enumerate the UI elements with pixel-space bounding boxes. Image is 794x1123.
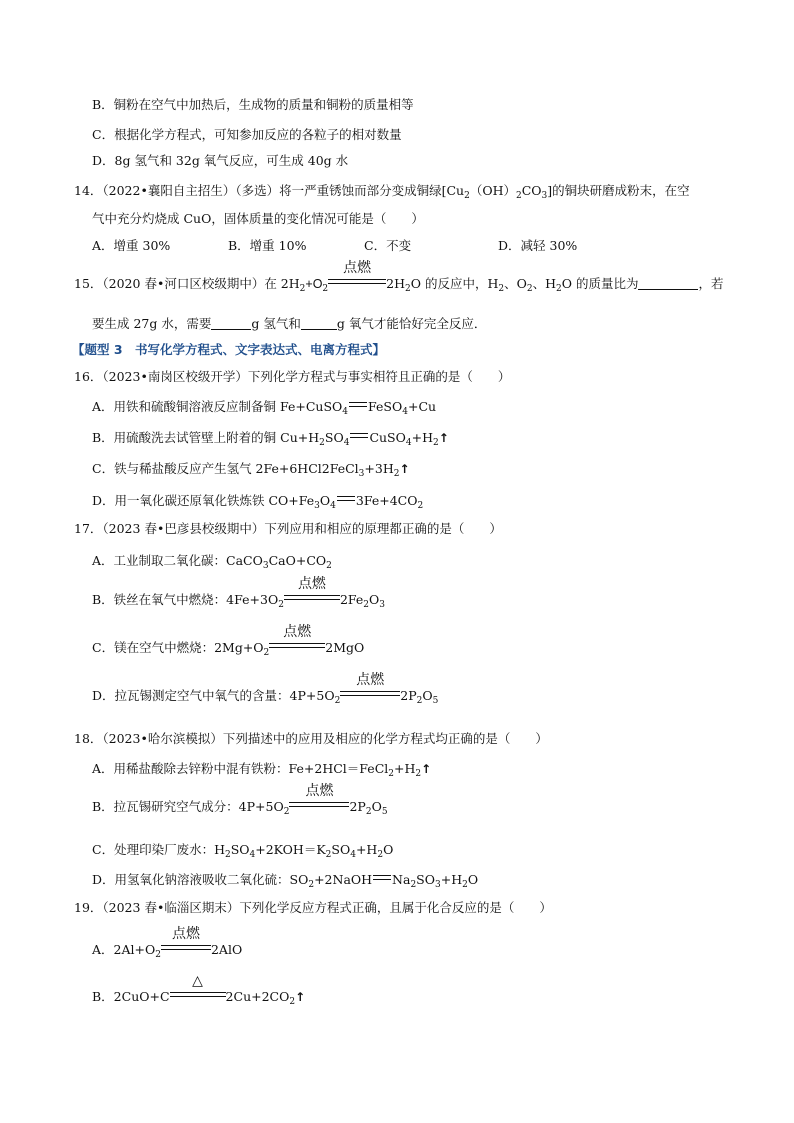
q19-text: B．2CuO+C	[92, 989, 170, 1004]
q13-option-d: D．8g 氢气和 32g 氧气反应，可生成 40g 水	[92, 153, 349, 168]
q14-text: CO	[521, 183, 542, 198]
q19-option-b	[92, 973, 306, 1007]
sub: 2	[326, 561, 332, 571]
sub: 2	[155, 950, 161, 960]
q16-text: SO	[324, 430, 344, 445]
q16-option-c	[92, 461, 410, 477]
sub: 3	[314, 501, 320, 511]
gas-arrow-icon: ↑	[438, 431, 449, 445]
sub: 5	[381, 807, 388, 817]
sub: 2	[263, 648, 270, 658]
q17-text: CaO+CO	[268, 553, 327, 568]
q16-stem: 16．（2023•南岗区校级开学）下列化学方程式与事实相符且正确的是（ ）	[74, 369, 511, 384]
q18-option-a	[92, 761, 431, 777]
q14-text: 14．（2022•襄阳自主招生）（多选）将一严重锈蚀而部分变成铜绿[Cu	[74, 183, 465, 198]
q15-text: 要生成 27g 水，需要	[92, 316, 212, 331]
sub: 3	[541, 191, 548, 201]
sub: 2	[498, 284, 505, 294]
sub: 3	[262, 561, 269, 571]
q17-text: O	[369, 592, 380, 607]
reaction-condition	[340, 672, 400, 704]
q16-text: +3H	[364, 461, 394, 476]
q18-option-d	[92, 872, 478, 888]
reaction-condition	[170, 973, 226, 1005]
sub: 4	[342, 407, 349, 417]
sub: 2	[224, 850, 231, 860]
sub: 3	[379, 600, 385, 610]
reaction-condition	[284, 576, 340, 608]
q15-text: 、H	[532, 276, 556, 291]
reaction-condition	[161, 926, 211, 958]
q15-stem-line1: 15．（2020 春•河口区校级期中）在 $2H_2+O_2$ 点燃 $2H_2O$ 的反应中，$H_2$、$O_2$、$H_2O$ 的质量比为 ，若	[74, 260, 724, 294]
sub: 2	[416, 696, 423, 706]
reaction-condition	[289, 783, 349, 815]
q18-text: SO	[416, 872, 435, 887]
q16-text: +Cu	[407, 399, 437, 414]
q15-text: ，若	[698, 276, 724, 291]
sub: 2	[308, 880, 315, 890]
q19-text: A．2Al+O	[92, 942, 156, 957]
gas-arrow-icon: ↑	[295, 990, 306, 1004]
sub: 2	[388, 769, 394, 779]
sub: 2	[556, 284, 562, 294]
q16-text: B．用硫酸洗去试管壁上附着的铜 Cu+H	[92, 430, 320, 445]
condition-label: 点燃	[283, 624, 312, 640]
sub: 2	[393, 469, 400, 479]
q18-text: SO	[331, 842, 351, 857]
sub: 2	[462, 880, 468, 890]
sub: 2	[322, 284, 329, 294]
q14-option-d: D．减轻 30%	[498, 238, 578, 253]
heat-triangle-icon: △	[192, 973, 203, 989]
sub: 5	[432, 696, 439, 706]
sub: 4	[343, 438, 350, 448]
gas-arrow-icon: ↑	[421, 762, 432, 776]
q16-text: +H	[411, 430, 433, 445]
q15-text: O 的质量比为	[561, 276, 639, 291]
q17-option-c	[92, 624, 365, 658]
sub: 2	[415, 769, 422, 779]
q16-text: CuSO	[369, 430, 406, 445]
sub: 2	[325, 850, 332, 860]
q14-option-a: A．增重 30%	[92, 238, 171, 253]
sub: 2	[515, 191, 522, 201]
reaction-condition	[328, 260, 386, 292]
q15-text: 、O	[504, 276, 527, 291]
sub: 2	[405, 284, 411, 294]
q17-option-a	[92, 553, 332, 569]
q18-text: O	[467, 872, 479, 887]
q19-text: 2AlO	[210, 942, 243, 957]
sub: 4	[402, 407, 408, 417]
sub: 2	[334, 696, 341, 706]
sub: 2	[432, 438, 439, 448]
q17-text: A．工业制取二氧化碳：CaCO	[92, 553, 263, 568]
q14-text: ]的铜块研磨成粉末，在空	[547, 183, 690, 198]
q18-text: D．用氢氧化钠溶液吸收二氧化硫：SO	[92, 872, 309, 887]
q16-option-b	[92, 430, 449, 446]
q17-option-d	[92, 672, 439, 706]
q16-text: 3Fe+4CO	[355, 493, 418, 508]
condition-label: 点燃	[305, 783, 334, 799]
condition-label: 点燃	[297, 576, 326, 592]
q15-stem-line2	[92, 316, 486, 332]
q19-option-a	[92, 926, 243, 960]
q15-text: O 的反应中，H	[410, 276, 499, 291]
q18-text: O	[371, 799, 382, 814]
q19-stem: 19．（2023 春•临淄区期末）下列化学反应方程式正确，且属于化合反应的是（ ）	[74, 900, 552, 915]
sub: 2	[417, 501, 424, 511]
q17-text: 2P	[400, 688, 417, 703]
sub: 2	[410, 880, 417, 890]
q14-option-c: C．不变	[364, 238, 412, 253]
q17-text: 2MgO	[325, 640, 365, 655]
q17-stem: 17．（2023 春•巴彦县校级期中）下列应用和相应的原理都正确的是（ ）	[74, 521, 502, 536]
condition-label: 点燃	[343, 260, 372, 276]
q17-text: C．镁在空气中燃烧：2Mg+O	[92, 640, 264, 655]
sub: 2	[278, 600, 284, 610]
sub: 2	[526, 284, 533, 294]
q13-option-b: B．铜粉在空气中加热后，生成物的质量和铜粉的质量相等	[92, 97, 414, 112]
q18-option-c	[92, 842, 393, 858]
sub: 2	[283, 807, 290, 817]
q18-text: C．处理印染厂废水：H	[92, 842, 225, 857]
sub: 2	[319, 438, 325, 448]
q18-stem: 18．（2023•哈尔滨模拟）下列描述中的应用及相应的化学方程式均正确的是（ ）	[74, 731, 548, 746]
q14-options	[92, 238, 577, 254]
answer-blank[interactable]	[301, 317, 337, 330]
gas-arrow-icon: ↑	[399, 462, 410, 476]
q14-stem-line1	[74, 183, 690, 199]
q16-option-d	[92, 493, 423, 509]
q19-text: 2Cu+2CO	[225, 989, 290, 1004]
q14-stem-line2: 气中充分灼烧成 CuO，固体质量的变化情况可能是（ ）	[92, 211, 424, 226]
q18-text: +2KOH＝K	[255, 842, 326, 857]
q13-option-c: C．根据化学方程式，可知参加反应的各粒子的相对数量	[92, 127, 402, 142]
q16-option-a	[92, 399, 436, 415]
q18-text: Na	[392, 872, 411, 887]
answer-blank[interactable]	[638, 277, 698, 290]
sub: 3	[434, 880, 441, 890]
q15-text: g 氢气和	[251, 316, 301, 331]
q18-text: +2NaOH	[314, 872, 373, 887]
section-header: 【题型 3 书写化学方程式、文字表达式、电离方程式】	[72, 342, 386, 357]
sub: 4	[405, 438, 412, 448]
sub: 2	[363, 600, 370, 610]
q18-text: SO	[230, 842, 250, 857]
sub: 2	[377, 850, 384, 860]
q16-text: FeSO	[368, 399, 403, 414]
q15-text: 15．（2020 春•河口区校级期中）在 2H	[74, 276, 300, 291]
q17-text: 2Fe	[339, 592, 364, 607]
sub: 2	[299, 284, 306, 294]
q16-text: D．用一氧化碳还原氧化铁炼铁 CO+Fe	[92, 493, 315, 508]
q18-option-b	[92, 783, 388, 817]
condition-label: 点燃	[356, 672, 385, 688]
sub: 4	[249, 850, 256, 860]
q18-text: +H	[394, 761, 416, 776]
q14-option-b: B．增重 10%	[228, 238, 307, 253]
condition-label: 点燃	[171, 926, 200, 942]
q17-text: O	[422, 688, 433, 703]
sub: 2	[289, 997, 296, 1007]
q17-text: D．拉瓦锡测定空气中氧气的含量：4P+5O	[92, 688, 335, 703]
q18-text: A．用稀盐酸除去锌粉中混有铁粉：Fe+2HCl＝FeCl	[92, 761, 389, 776]
q18-text: +H	[440, 872, 463, 887]
sub: 4	[350, 850, 356, 860]
q18-text: 2P	[349, 799, 366, 814]
sub: 3	[358, 469, 365, 479]
q15-text: g 氧气才能恰好完全反应．	[336, 316, 487, 331]
q18-text: O	[383, 842, 394, 857]
sub: 2	[365, 807, 372, 817]
q17-text: B．铁丝在氧气中燃烧：4Fe+3O	[92, 592, 279, 607]
q14-text: （OH）	[469, 183, 516, 198]
q16-text: C．铁与稀盐酸反应产生氢气 2Fe+6HCl2FeCl	[92, 461, 359, 476]
q15-text: 2H	[386, 276, 406, 291]
sub: 4	[330, 501, 336, 511]
q18-text: +H	[355, 842, 378, 857]
q17-option-b	[92, 576, 385, 610]
q16-text: O	[319, 493, 331, 508]
q18-text: B．拉瓦锡研究空气成分：4P+5O	[92, 799, 284, 814]
sub: 2	[464, 191, 470, 201]
answer-blank[interactable]	[211, 317, 251, 330]
reaction-condition	[269, 624, 325, 656]
q16-text: A．用铁和硫酸铜溶液反应制备铜 Fe+CuSO	[92, 399, 343, 414]
